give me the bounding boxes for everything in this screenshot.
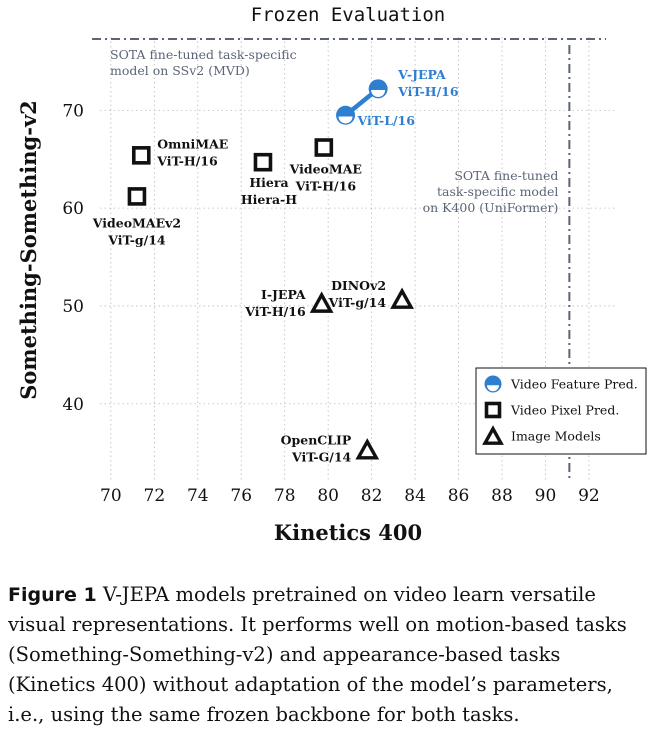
vjepa-vit-h-label-arch: ViT-H/16 (398, 83, 459, 99)
hiera-label-name: Hiera (249, 175, 289, 191)
sota-ssv2-note: SOTA fine-tuned task-specific (110, 46, 297, 62)
y-tick-label: 70 (62, 101, 84, 122)
x-tick-label: 90 (534, 486, 557, 506)
dinov2-label-name: DINOv2 (331, 278, 387, 294)
omnimae-marker (134, 148, 149, 163)
x-tick-label: 92 (578, 486, 600, 506)
openclip-marker (358, 442, 376, 458)
ijepa-label-arch: ViT-H/16 (245, 304, 306, 320)
sota-k400-note: on K400 (UniFormer) (422, 200, 559, 215)
videomae-label-name: VideoMAE (289, 161, 362, 177)
legend (476, 368, 646, 454)
sota-ssv2-note: model on SSv2 (MVD) (110, 62, 250, 78)
legend-label-video_feature: Video Feature Pred. (511, 376, 638, 392)
ijepa-label-name: I-JEPA (260, 287, 306, 303)
x-tick-label: 78 (273, 486, 296, 506)
figure-caption (8, 580, 653, 730)
dinov2-marker (393, 291, 411, 307)
x-tick-label: 70 (100, 486, 122, 506)
x-tick-label: 74 (186, 486, 209, 506)
y-tick-label: 60 (62, 199, 84, 220)
legend-label-video_pixel: Video Pixel Pred. (511, 402, 620, 418)
openclip-label-arch: ViT-G/14 (291, 449, 352, 465)
omnimae-label-arch: ViT-H/16 (157, 153, 218, 169)
hiera-marker (255, 155, 270, 170)
vjepa-vit-l-marker (336, 106, 355, 125)
vjepa-vit-h-marker (369, 79, 388, 98)
videomae-marker (316, 140, 331, 155)
videomaev2-label-name: VideoMAEv2 (92, 215, 182, 231)
sota-k400-note: SOTA fine-tuned (454, 168, 559, 183)
videomaev2-marker (129, 189, 144, 204)
videomaev2-label-arch: ViT-g/14 (108, 232, 166, 248)
vjepa-vit-h-label-name: V-JEPA (398, 66, 446, 82)
x-tick-label: 84 (404, 486, 426, 506)
videomae-label-arch: ViT-H/16 (295, 178, 357, 194)
x-axis-label: Kinetics 400 (273, 520, 423, 545)
data-points (92, 67, 459, 465)
hiera-label-arch: Hiera-H (240, 192, 298, 208)
x-tick-label: 88 (491, 486, 513, 506)
chart-title: Frozen Evaluation (250, 4, 446, 26)
legend-marker-video_pixel (487, 404, 500, 417)
legend-marker-video_feature (485, 376, 502, 393)
caption-text: V-JEPA models pretrained on video learn versatile visual representations. It performs well on motion-based tasks (Something-Something-v2) and appearance-based tasks (Kinetics 400) without adaptation of the model’s parameters, i.e., using the same frozen backbone for both tasks. (8, 583, 627, 726)
y-tick-label: 50 (62, 296, 84, 317)
x-tick-label: 72 (143, 486, 166, 506)
omnimae-label-name: OmniMAE (157, 136, 229, 152)
legend-label-image: Image Models (511, 428, 601, 444)
x-tick-label: 82 (360, 486, 383, 506)
y-tick-label: 40 (62, 394, 84, 415)
caption-label: Figure 1 (8, 584, 97, 606)
vjepa-vit-l-label-arch: ViT-L/16 (357, 113, 415, 129)
x-tick-label: 80 (317, 486, 339, 506)
x-tick-label: 86 (447, 486, 470, 506)
dinov2-label-arch: ViT-g/14 (328, 295, 387, 311)
y-axis-label: Something-Something-v2 (16, 100, 41, 400)
sota-k400-note: task-specific model (436, 184, 559, 199)
x-tick-label: 76 (230, 486, 253, 506)
openclip-label-name: OpenCLIP (280, 432, 352, 448)
